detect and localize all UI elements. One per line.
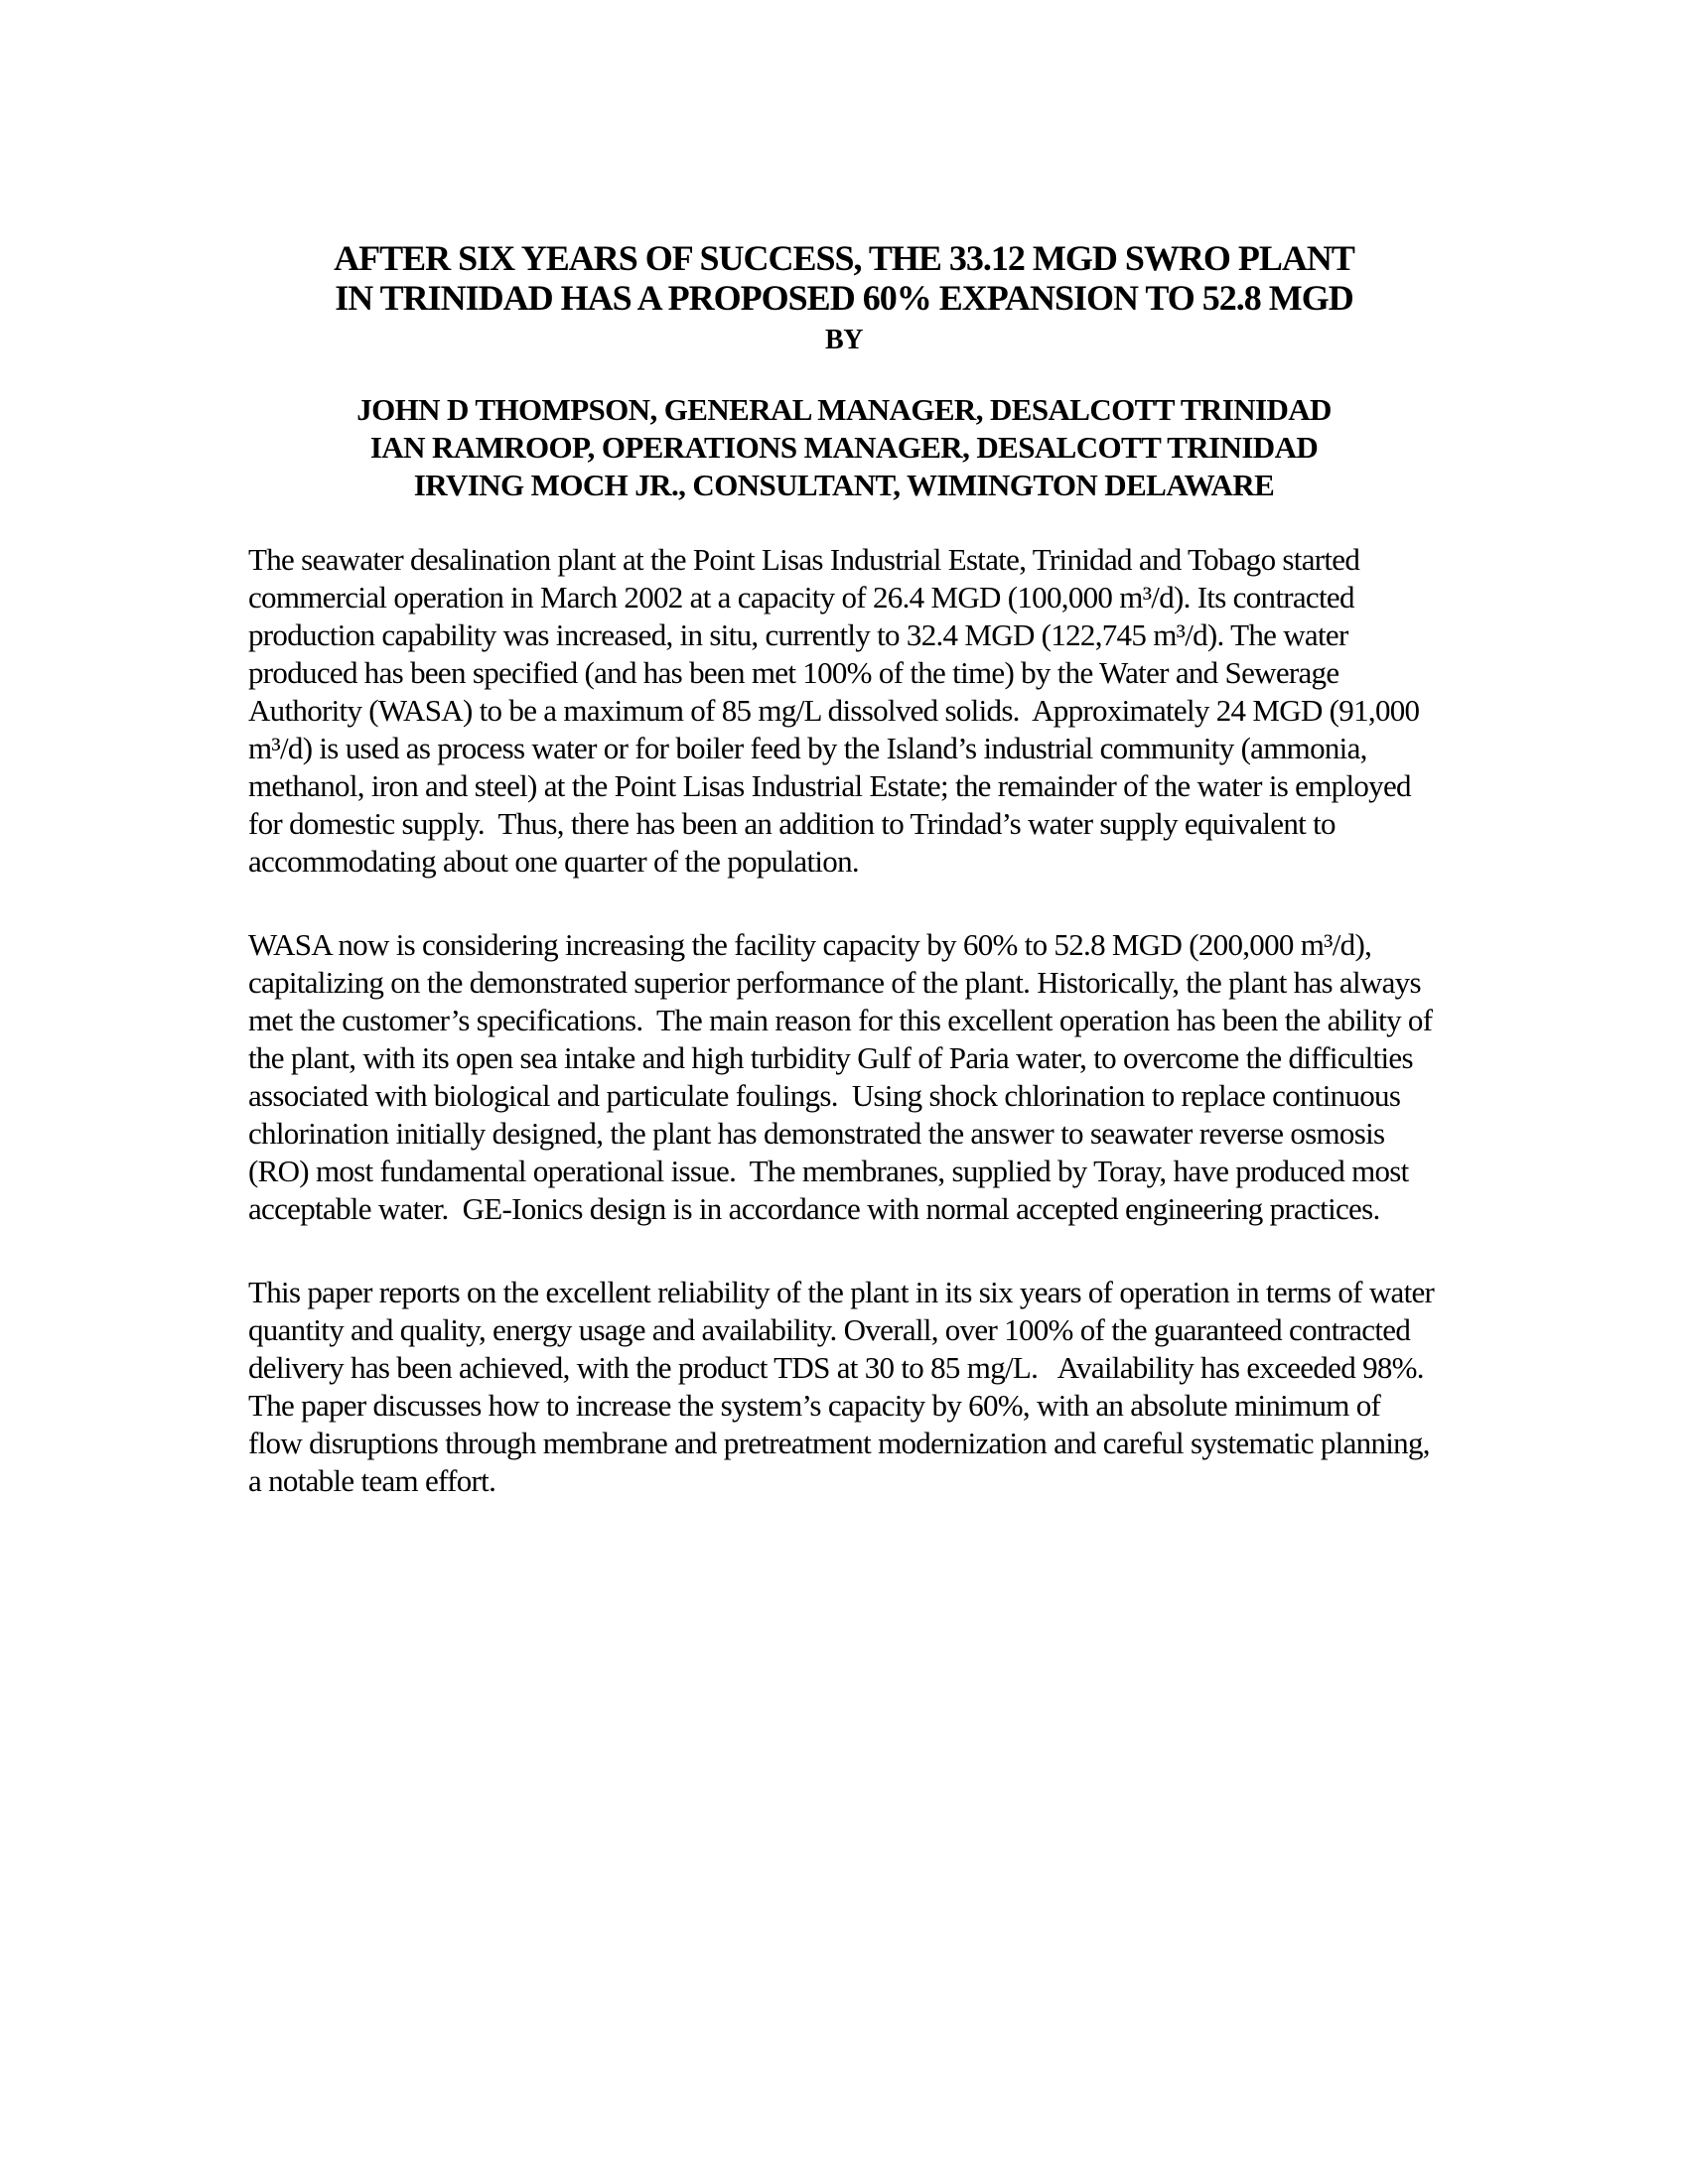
abstract-paragraph-2: WASA now is considering increasing the facility capacity by 60% to 52.8 MGD (200,000 m³/d), capitalizing on the demonstrated superior performance of the plant. Historically, the plant has always met the customer’s specifications. The main reason for this excellent operation has been the ability of the plant, with its open sea intake and high turbidity Gulf of Paria water, to overcome the difficulties associated with biological and particulate foulings. Using shock chlorination to replace continuous chlorination initially designed, the plant has demonstrated the answer to seawater reverse osmosis (RO) most fundamental operational issue. The membranes, supplied by Toray, have produced most acceptable water. GE-Ionics design is in accordance with normal accepted engineering practices. [248, 927, 1440, 1226]
abstract-paragraph-1: The seawater desalination plant at the Point Lisas Industrial Estate, Trinidad and Tobago started commercial operation in March 2002 at a capacity of 26.4 MGD (100,000 m³/d). Its contracted production capability was increased, in situ, currently to 32.4 MGD (122,745 m³/d). The water produced has been specified (and has been met 100% of the time) by the Water and Sewerage Authority (WASA) to be a maximum of 85 mg/L dissolved solids. Approximately 24 MGD (91,000 m³/d) is used as process water or for boiler feed by the Island’s industrial community (ammonia, methanol, iron and steel) at the Point Lisas Industrial Estate; the remainder of the water is employed for domestic supply. Thus, there has been an addition to Trindad’s water supply equivalent to accommodating about one quarter of the population. [248, 542, 1427, 879]
abstract-paragraph-3: This paper reports on the excellent reliability of the plant in its six years of operation in terms of water quantity and quality, energy usage and availability. Overall, over 100% of the guaranteed contracted delivery has been achieved, with the product TDS at 30 to 85 mg/L. Availability has exceeded 98%. The paper discusses how to increase the system’s capacity by 60%, with an absolute minimum of flow disruptions through membrane and pretreatment modernization and careful systematic planning, a notable team effort. [248, 1275, 1442, 1498]
paper-title-line-2: IN TRINIDAD HAS A PROPOSED 60% EXPANSION TO 52.8 MGD [335, 278, 1353, 318]
author-line-2: IAN RAMROOP, OPERATIONS MANAGER, DESALCOTT TRINIDAD [369, 430, 1319, 465]
author-line-3: IRVING MOCH JR., CONSULTANT, WIMINGTON DELAWARE [413, 468, 1275, 502]
byline: BY [825, 325, 863, 355]
author-list [248, 391, 1440, 504]
paper-title [248, 238, 1440, 318]
author-line-1: JOHN D THOMPSON, GENERAL MANAGER, DESALCOTT TRINIDAD [356, 392, 1332, 427]
paper-title-line-1: AFTER SIX YEARS OF SUCCESS, THE 33.12 MGD SWRO PLANT [334, 238, 1354, 278]
